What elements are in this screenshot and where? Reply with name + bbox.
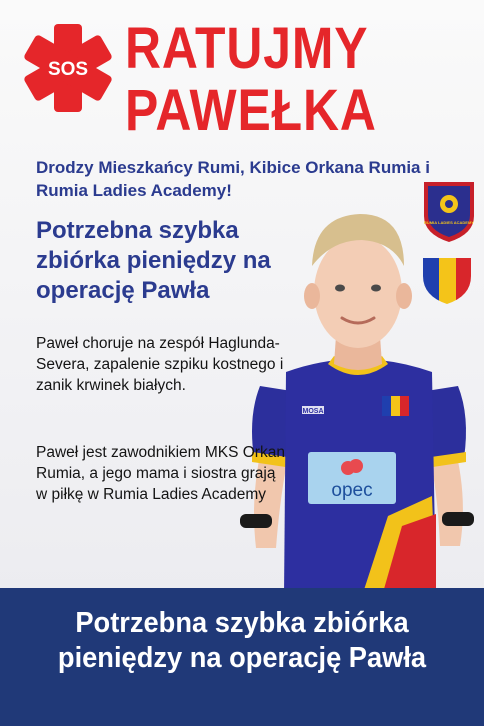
- greeting-text: Drodzy Mieszkańcy Rumi, Kibice Orkana Rumia i Rumia Ladies Academy!: [36, 158, 430, 200]
- blue-yellow-red-shield-flag: [421, 256, 473, 306]
- subheading: Potrzebna szybka zbiórka pieniędzy na operację Pawła: [36, 217, 271, 304]
- title-line-1: RATUJMY: [125, 16, 369, 81]
- bottom-banner: [0, 588, 484, 726]
- sos-label: SOS: [47, 59, 89, 80]
- paragraph-illness: Paweł choruje na zespół Haglunda-Severa, zapalenie szpiku kostnego i zanik krwinek białych.: [36, 335, 284, 394]
- banner-text: Potrzebna szybka zbiórka pieniędzy na operację Pawła: [57, 607, 427, 674]
- paragraph-club: Paweł jest zawodnikiem MKS Orkan Rumia, a jego mama i siostra grają w piłkę w Rumia Ladies Academy: [36, 444, 285, 503]
- shirt-sponsor: opec: [331, 480, 373, 501]
- sos-star-of-life-icon: [22, 22, 114, 114]
- rumia-ladies-academy-crest: [420, 178, 478, 244]
- shirt-brand: MOSA: [302, 408, 324, 415]
- title-line-2: PAWEŁKA: [125, 78, 377, 143]
- crest-text: RUMIA LADIES ACADEMY: [424, 220, 474, 225]
